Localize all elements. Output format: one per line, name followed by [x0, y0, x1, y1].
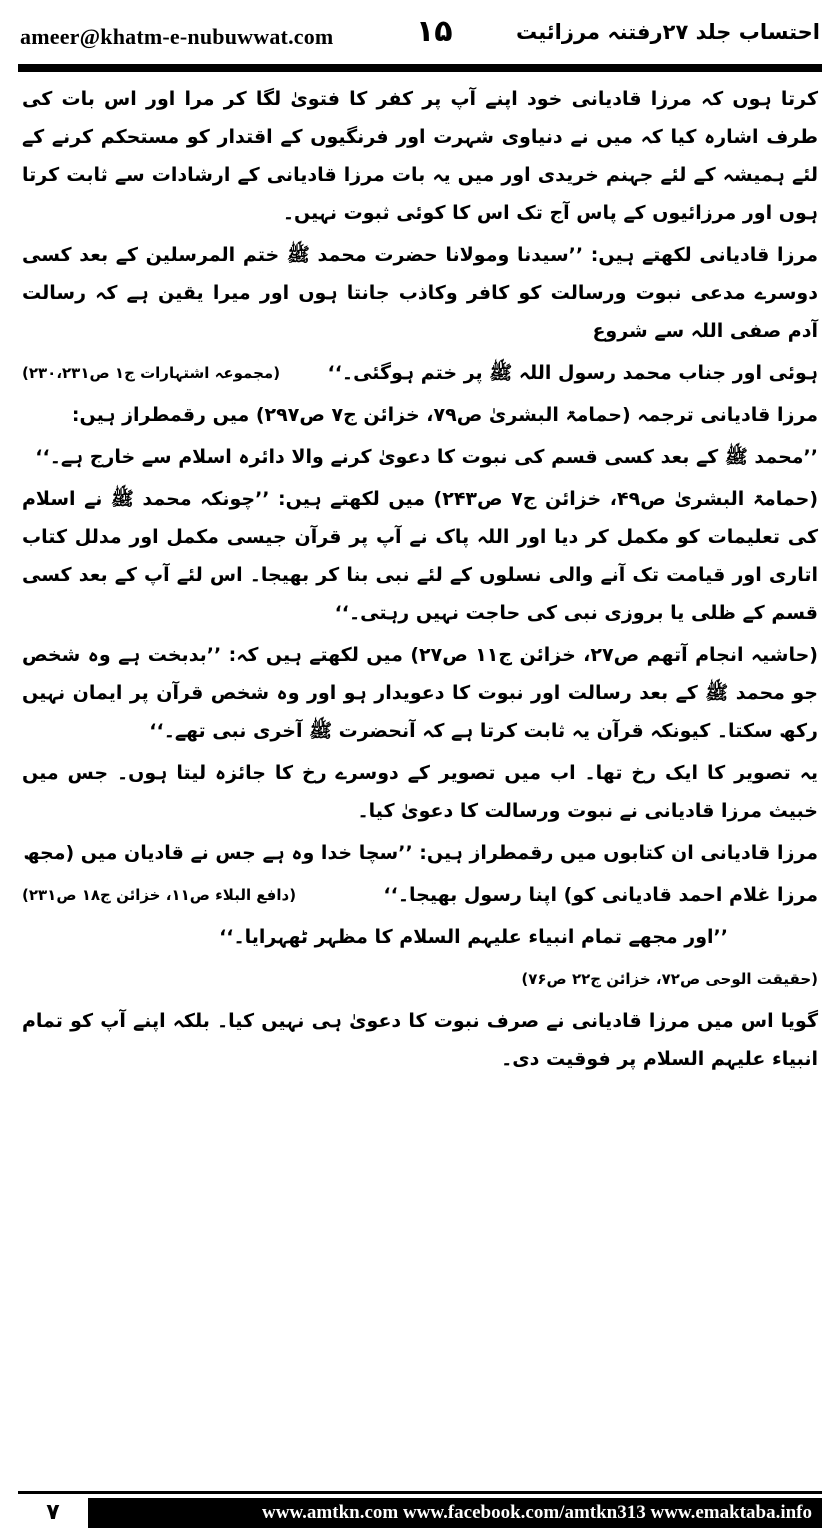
header-page-number: ۱۵	[416, 14, 453, 49]
footer-website-links[interactable]: www.amtkn.com www.facebook.com/amtkn313 www.emaktaba.info	[262, 1502, 812, 1523]
paragraph-8: مرزا قادیانی ان کتابوں میں رقمطراز ہیں: ’’سچا خدا وہ ہے جس نے قادیان میں (مجھ	[23, 842, 818, 864]
paragraph-2-end: ہوئی اور جناب محمد رسول اللہ ﷺ پر ختم ہوگئی۔‘‘	[327, 362, 818, 384]
page-footer	[18, 1498, 822, 1528]
header-divider	[18, 64, 822, 72]
footer-page-number: ۷	[18, 1498, 88, 1528]
paragraph-11: گویا اس میں مرزا قادیانی نے صرف نبوت کا دعویٰ ہی نہیں کیا۔ بلکہ اپنے آپ کو تمام انبیاء علیہم السلام پر فوقیت دی۔	[22, 1010, 818, 1070]
paragraph-7: یہ تصویر کا ایک رخ تھا۔ اب میں تصویر کے دوسرے رخ کا جائزہ لیتا ہوں۔ جس میں خبیث مرزا قادیانی نے نبوت ورسالت کا دعویٰ کیا۔	[22, 762, 818, 822]
reference-citation: (دافع البلاء ص۱۱، خزائن ج۱۸ ص۲۳۱)	[22, 886, 297, 904]
paragraph-2: مرزا قادیانی لکھتے ہیں: ’’سیدنا ومولانا حضرت محمد ﷺ ختم المرسلین کے بعد کسی دوسرے مدعی نبوت ورسالت کو کافر وکاذب جانتا ہوں اور میرا یقین ہے کہ رسالت آدم صفی اللہ سے شروع	[22, 244, 818, 342]
paragraph-8-end-line	[22, 876, 818, 914]
page-body	[22, 80, 818, 1480]
paragraph-8-end: مرزا غلام احمد قادیانی کو) اپنا رسول بھیجا۔‘‘	[383, 884, 818, 906]
reference-citation: (مجموعہ اشتہارات ج۱ ص۲۳۰،۲۳۱)	[22, 364, 281, 382]
page-header	[18, 14, 822, 62]
reference-citation: (حقیقت الوحی ص۷۲، خزائن ج۲۲ ص۷۶)	[521, 970, 818, 988]
paragraph-6: (حاشیہ انجام آتھم ص۲۷، خزائن ج۱۱ ص۲۷) میں لکھتے ہیں کہ: ’’بدبخت ہے وہ شخص جو محمد ﷺ کے بعد رسالت اور نبوت کا دعویدار ہو اور وہ شخص قرآن پر ایمان نہیں رکھ سکتا۔ کیونکہ قرآن یہ ثابت کرتا ہے کہ آنحضرت ﷺ آخری نبی تھے۔‘‘	[22, 644, 818, 742]
paragraph-4: ’’محمد ﷺ کے بعد کسی قسم کی نبوت کا دعویٰ کرنے والا دائرہ اسلام سے خارج ہے۔‘‘	[35, 446, 818, 468]
paragraph-1: کرتا ہوں کہ مرزا قادیانی خود اپنے آپ پر کفر کا فتویٰ لگا کر مرا اور اس بات کی طرف اشارہ کیا کہ میں نے دنیاوی شہرت اور فرنگیوں کے اقتدار کو مستحکم کرنے کے لئے ہمیشہ کے لئے جہنم خریدی اور میں یہ بات مرزا قادیانی کے ارشادات سے ثابت کرتا ہوں اور مرزائیوں کے پاس آج تک اس کا کوئی ثبوت نہیں۔	[22, 88, 818, 224]
footer-divider	[18, 1491, 822, 1494]
paragraph-9: ’’اور مجھے تمام انبیاء علیہم السلام کا مظہر ٹھہرایا۔‘‘	[219, 926, 728, 948]
header-email: ameer@khatm-e-nubuwwat.com	[20, 24, 334, 49]
paragraph-2-end-line	[22, 354, 818, 392]
paragraph-3: مرزا قادیانی ترجمہ (حمامۃ البشریٰ ص۷۹، خزائن ج۷ ص۲۹۷) میں رقمطراز ہیں:	[71, 404, 818, 426]
paragraph-5: (حمامۃ البشریٰ ص۴۹، خزائن ج۷ ص۲۴۳) میں لکھتے ہیں: ’’چونکہ محمد ﷺ نے اسلام کی تعلیمات کو مکمل کر دیا اور اللہ پاک نے آپ پر قرآن جیسی مکمل اور مدلل کتاب اتاری اور قیامت تک آنے والی نسلوں کے لئے نبی بنا کر بھیجا۔ اس لئے آپ کے بعد کسی قسم کے ظلی یا بروزی نبی کی حاجت نہیں رہتی۔‘‘	[22, 488, 819, 624]
header-book-title: احتساب جلد ۲۷رفتنہ مرزائیت	[515, 20, 820, 44]
